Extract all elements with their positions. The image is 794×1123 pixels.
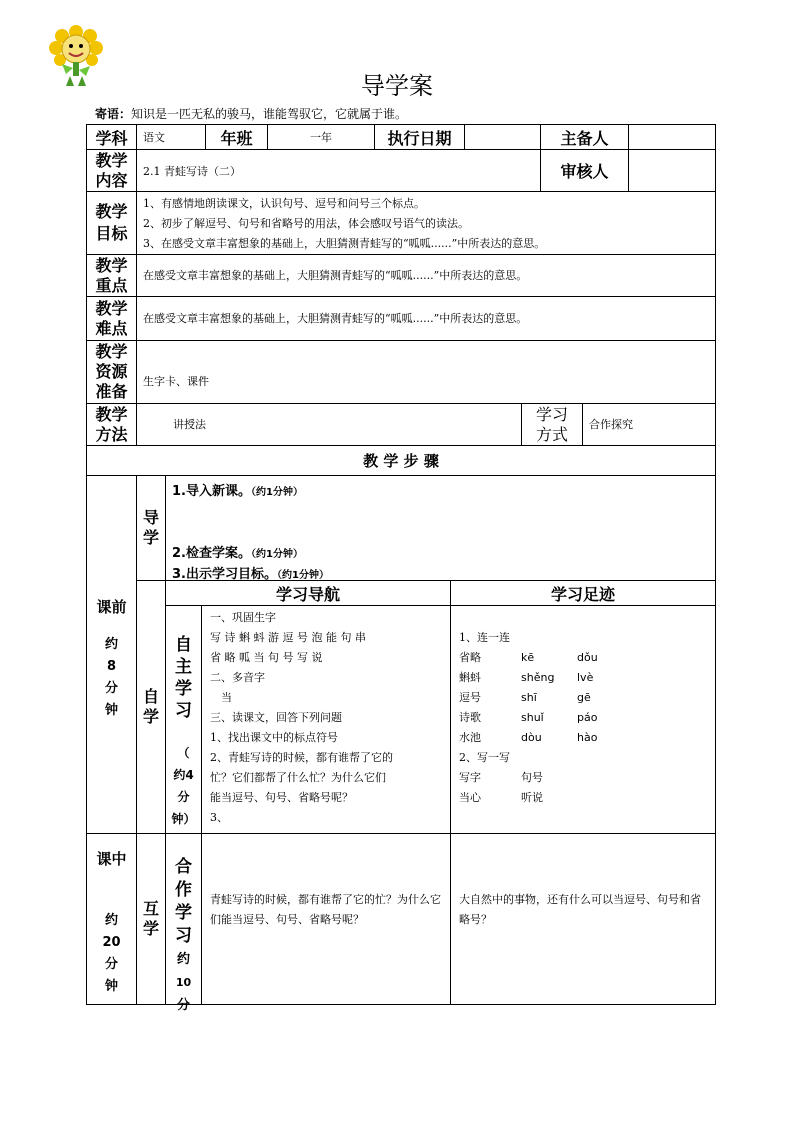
guide-item-2 <box>172 542 303 561</box>
subject-value: 语文 <box>136 124 206 150</box>
reviewer-label: 审核人 <box>540 149 629 192</box>
goals-list <box>136 191 716 255</box>
guide-item-note: （约1分钟） <box>276 570 329 581</box>
guide-item-main: 3.出示学习目标。 <box>172 567 277 582</box>
guide-item-main: 2.检查学案。 <box>172 546 251 561</box>
mutual-label: 互学 <box>142 899 159 938</box>
pre-time-char: 分 <box>104 681 118 696</box>
keypoint-label: 教学重点 <box>95 255 128 295</box>
steps-title: 教 学 步 骤 <box>86 445 716 476</box>
write-row <box>459 788 707 808</box>
write-word: 句号 <box>521 771 543 784</box>
goals-label-cell <box>86 191 137 255</box>
resources-value: 生字卡、课件 <box>136 340 716 404</box>
coop-char: 约 <box>176 952 190 967</box>
pinyin-cell: shěng <box>521 671 555 684</box>
mid-label: 课中 <box>96 850 127 868</box>
preparer-value <box>628 124 716 150</box>
keypoint-label-cell <box>86 254 137 297</box>
word-cell: 水池 <box>459 731 481 744</box>
page-title: 导学案 <box>361 72 433 100</box>
write-row <box>459 768 707 788</box>
resources-label: 教学资源准备 <box>95 342 128 401</box>
pre-time-char: 约 <box>104 637 118 652</box>
guide-item-note: （约1分钟） <box>250 487 303 498</box>
coop-cell <box>165 833 202 1013</box>
pinyin-cell: hào <box>577 731 598 744</box>
pinyin-cell: dǒu <box>577 651 598 664</box>
mutual-label-cell <box>136 833 166 1005</box>
method-label: 教学方法 <box>95 404 128 444</box>
pre-time <box>87 634 136 722</box>
pinyin-cell: páo <box>577 711 598 724</box>
trace-title-1: 1、连一连 <box>459 631 510 644</box>
nav-line: 写 诗 蝌 蚪 游 逗 号 泡 能 句 串 <box>210 631 366 644</box>
write-word: 听说 <box>521 791 543 804</box>
write-word: 写字 <box>459 771 481 784</box>
pinyin-row <box>459 668 707 688</box>
trace-title-2: 2、写一写 <box>459 751 510 764</box>
pinyin-row <box>459 728 707 748</box>
nav-line: 3、 <box>210 811 228 824</box>
motto <box>95 105 407 122</box>
difficulty-value: 在感受文章丰富想象的基础上，大胆猜测青蛙写的“呱呱......”中所表达的意思。 <box>136 296 716 341</box>
nav-line: 能当逗号、句号、省略号呢？ <box>210 791 353 804</box>
difficulty-label: 教学难点 <box>95 298 128 338</box>
guide-item-note: （约1分钟） <box>250 549 303 560</box>
pinyin-row <box>459 708 707 728</box>
word-cell: 省略 <box>459 651 481 664</box>
pinyin-row <box>459 648 707 668</box>
goals-label: 教学目标 <box>95 202 128 243</box>
pinyin-cell: gē <box>577 691 591 704</box>
mid-time-char: 约 <box>104 913 118 928</box>
coop-char: 学 <box>175 903 192 923</box>
grade-value: 一年 <box>267 124 375 150</box>
self-sub <box>166 634 201 722</box>
pinyin-cell: shī <box>521 691 537 704</box>
mid-time <box>87 910 136 998</box>
date-value <box>464 124 541 150</box>
nav-header: 学习导航 <box>165 580 451 606</box>
mid-time-char: 钟 <box>104 979 118 994</box>
guide-label-cell <box>136 475 166 581</box>
mid-nav-text: 青蛙写诗的时候，都有谁帮了它的忙？为什么它们能当逗号、句号、省略号呢？ <box>201 833 451 1005</box>
mid-trace-text: 大自然中的事物，还有什么可以当逗号、句号和省略号？ <box>450 833 716 1005</box>
pinyin-row <box>459 688 707 708</box>
self-time-char: 约4 <box>173 768 194 782</box>
write-table <box>459 768 707 808</box>
mid-label-cell <box>86 833 137 1005</box>
self-time-char: 钟） <box>171 812 196 826</box>
guide-item-main: 1.导入新课。 <box>172 484 251 499</box>
nav-line: 二、多音字 <box>210 671 265 684</box>
method-value: 讲授法 <box>136 403 522 446</box>
nav-line: 忙？它们都帮了什么忙？为什么它们 <box>210 771 386 784</box>
pre-label: 课前 <box>96 598 127 616</box>
guide-content <box>165 475 716 581</box>
coop-char: 10 <box>175 976 192 989</box>
guide-item-1 <box>172 480 303 499</box>
keypoint-value: 在感受文章丰富想象的基础上，大胆猜测青蛙写的“呱呱......”中所表达的意思。 <box>136 254 716 297</box>
preparer-label: 主备人 <box>540 124 629 150</box>
resources-label-cell <box>86 340 137 404</box>
pinyin-cell: kē <box>521 651 535 664</box>
guide-label: 导学 <box>142 508 159 547</box>
coop-char: 分 <box>176 998 190 1013</box>
goal-item: 3、在感受文章丰富想象的基础上，大胆猜测青蛙写的“呱呱......”中所表达的意思。 <box>143 237 546 250</box>
pre-label-cell <box>86 475 137 834</box>
nav-content <box>201 605 451 834</box>
mid-time-char: 分 <box>104 957 118 972</box>
pinyin-cell: shuǐ <box>521 711 544 724</box>
mid-time-char: 20 <box>102 935 121 950</box>
trace-content <box>450 605 716 834</box>
self-time <box>166 742 201 830</box>
self-sub-char: 习 <box>175 701 192 721</box>
nav-line: 1、找出课文中的标点符号 <box>210 731 338 744</box>
content-label-cell <box>86 149 137 192</box>
difficulty-label-cell <box>86 296 137 341</box>
coop-char: 习 <box>175 926 192 946</box>
study-label: 学习方式 <box>535 404 568 444</box>
method-label-cell <box>86 403 137 446</box>
word-cell: 诗歌 <box>459 711 481 724</box>
word-cell: 蝌蚪 <box>459 671 481 684</box>
subject-label: 学科 <box>86 124 137 150</box>
pinyin-cell: dòu <box>521 731 542 744</box>
self-time-char: （ <box>177 746 190 760</box>
study-label-cell <box>521 403 583 446</box>
word-cell: 逗号 <box>459 691 481 704</box>
self-label-cell <box>136 580 166 834</box>
coop-char: 作 <box>175 880 192 900</box>
nav-line: 省 略 呱 当 句 号 写 说 <box>210 651 323 664</box>
self-sub-char: 学 <box>175 679 192 699</box>
self-time-char: 分 <box>177 790 190 804</box>
grade-label: 年班 <box>205 124 268 150</box>
content-label: 教学内容 <box>95 150 128 190</box>
pinyin-table <box>459 648 707 748</box>
trace-header: 学习足迹 <box>450 580 716 606</box>
self-sub-cell <box>165 605 202 834</box>
content-value: 2.1 青蛙写诗（二） <box>136 149 541 192</box>
goal-item: 2、初步了解逗号、句号和省略号的用法，体会感叹号语气的读法。 <box>143 217 469 230</box>
self-label: 自学 <box>142 687 159 726</box>
nav-line: 三、读课文，回答下列问题 <box>210 711 342 724</box>
reviewer-value <box>628 149 716 192</box>
nav-line: 一、巩固生字 <box>210 611 276 624</box>
write-word: 当心 <box>459 791 481 804</box>
motto-prefix: 寄语： <box>95 107 132 121</box>
coop-label <box>166 856 201 1017</box>
coop-char: 合 <box>175 857 192 877</box>
nav-line: 当 <box>210 691 232 704</box>
study-value: 合作探究 <box>582 403 716 446</box>
date-label: 执行日期 <box>374 124 465 150</box>
pre-time-char: 钟 <box>104 703 118 718</box>
pre-time-char: 8 <box>106 659 117 674</box>
self-sub-char: 主 <box>175 657 192 677</box>
pinyin-cell: lvè <box>577 671 594 684</box>
nav-line: 2、青蛙写诗的时候，都有谁帮了它的 <box>210 751 393 764</box>
self-sub-char: 自 <box>175 635 192 655</box>
motto-text: 知识是一匹无私的骏马，谁能驾驭它，它就属于谁。 <box>131 107 408 121</box>
goal-item: 1、有感情地朗读课文，认识句号、逗号和问号三个标点。 <box>143 197 425 210</box>
